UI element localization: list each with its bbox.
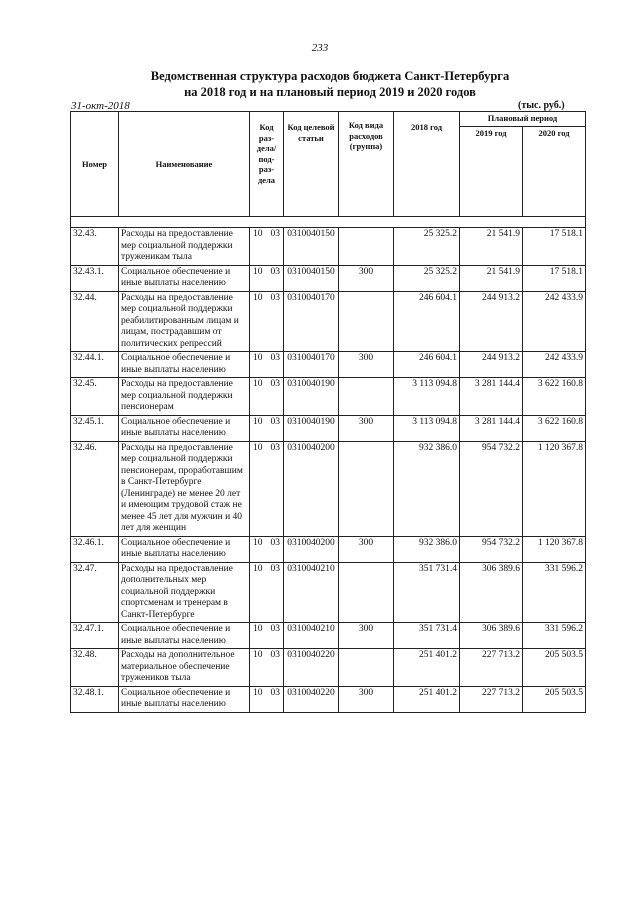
header-name: Наименование [119, 112, 250, 217]
row-expense-type [339, 562, 394, 623]
row-target-code: 0310040210 [284, 623, 339, 649]
row-target-code: 0310040200 [284, 441, 339, 536]
row-name: Социальное обеспечение и иные выплаты населению [119, 623, 250, 649]
header-gap-row [71, 217, 586, 228]
subsection-code: 03 [270, 229, 280, 239]
row-section-code [250, 291, 284, 352]
row-value-2020: 17 518.1 [523, 228, 586, 266]
subsection-code: 03 [270, 353, 280, 363]
table-row [71, 536, 586, 562]
row-target-code: 0310040210 [284, 562, 339, 623]
row-name: Социальное обеспечение и иные выплаты населению [119, 352, 250, 378]
row-name: Расходы на предоставление дополнительных мер социальной поддержки спортсменам и тренерам в Санкт-Петербурге [119, 562, 250, 623]
row-value-2019: 21 541.9 [460, 265, 523, 291]
row-value-2019: 954 732.2 [460, 536, 523, 562]
row-number: 32.43.1. [71, 265, 119, 291]
row-target-code: 0310040190 [284, 378, 339, 416]
row-number: 32.46.1. [71, 536, 119, 562]
table-row [71, 441, 586, 536]
row-value-2018: 251 401.2 [394, 649, 460, 687]
title-line-2: на 2018 год и на плановый период 2019 и 2020 годов [184, 85, 476, 99]
row-number: 32.48. [71, 649, 119, 687]
row-value-2018: 3 113 094.8 [394, 378, 460, 416]
row-value-2020: 3 622 160.8 [523, 378, 586, 416]
row-expense-type [339, 441, 394, 536]
row-value-2019: 3 281 144.4 [460, 415, 523, 441]
row-section-code [250, 415, 284, 441]
row-target-code: 0310040170 [284, 291, 339, 352]
row-section-code [250, 686, 284, 712]
row-value-2019: 306 389.6 [460, 623, 523, 649]
section-code: 10 [253, 563, 263, 574]
row-number: 32.46. [71, 441, 119, 536]
row-section-code [250, 228, 284, 266]
row-value-2018: 3 113 094.8 [394, 415, 460, 441]
row-section-code [250, 536, 284, 562]
row-number: 32.44. [71, 291, 119, 352]
row-name: Социальное обеспечение и иные выплаты населению [119, 265, 250, 291]
document-title [60, 68, 600, 100]
row-value-2018: 932 386.0 [394, 536, 460, 562]
section-code: 10 [253, 379, 263, 389]
row-section-code [250, 441, 284, 536]
units-label: (тыс. руб.) [518, 100, 565, 111]
title-line-1: Ведомственная структура расходов бюджета Санкт-Петербурга [150, 69, 510, 83]
row-number: 32.47. [71, 562, 119, 623]
row-expense-type: 300 [339, 623, 394, 649]
row-value-2018: 25 325.2 [394, 265, 460, 291]
header-section-code: Код раз-дела/ под-раз-дела [250, 112, 284, 217]
row-value-2020: 1 120 367.8 [523, 536, 586, 562]
section-code: 10 [253, 442, 263, 453]
header-planned-period: Плановый период [460, 112, 586, 127]
row-value-2019: 227 713.2 [460, 686, 523, 712]
section-code: 10 [253, 650, 263, 660]
subsection-code: 03 [270, 442, 280, 453]
row-value-2019: 306 389.6 [460, 562, 523, 623]
row-expense-type: 300 [339, 686, 394, 712]
row-value-2019: 227 713.2 [460, 649, 523, 687]
subsection-code: 03 [270, 537, 280, 548]
row-name: Расходы на дополнительное материальное обеспечение тружеников тыла [119, 649, 250, 687]
header-target-code: Код целевой статьи [284, 112, 339, 217]
subsection-code: 03 [270, 266, 280, 277]
row-number: 32.47.1. [71, 623, 119, 649]
subsection-code: 03 [270, 292, 280, 303]
row-number: 32.44.1. [71, 352, 119, 378]
subsection-code: 03 [270, 416, 280, 427]
row-value-2018: 251 401.2 [394, 686, 460, 712]
budget-table [70, 111, 586, 713]
row-expense-type: 300 [339, 415, 394, 441]
row-value-2020: 3 622 160.8 [523, 415, 586, 441]
row-section-code [250, 378, 284, 416]
row-name: Социальное обеспечение и иные выплаты населению [119, 686, 250, 712]
row-expense-type: 300 [339, 352, 394, 378]
row-value-2018: 25 325.2 [394, 228, 460, 266]
row-name: Социальное обеспечение и иные выплаты населению [119, 536, 250, 562]
subsection-code: 03 [270, 650, 280, 660]
table-body [71, 217, 586, 713]
row-target-code: 0310040170 [284, 352, 339, 378]
subsection-code: 03 [270, 687, 280, 698]
table-row [71, 649, 586, 687]
row-value-2020: 331 596.2 [523, 562, 586, 623]
header-2019: 2019 год [460, 127, 523, 217]
row-expense-type: 300 [339, 536, 394, 562]
table-row [71, 291, 586, 352]
section-code: 10 [253, 537, 263, 548]
row-section-code [250, 623, 284, 649]
row-section-code [250, 352, 284, 378]
subsection-code: 03 [270, 379, 280, 389]
row-section-code [250, 265, 284, 291]
row-target-code: 0310040190 [284, 415, 339, 441]
section-code: 10 [253, 624, 263, 634]
table-row [71, 378, 586, 416]
table-header [71, 112, 586, 217]
row-target-code: 0310040150 [284, 228, 339, 266]
row-expense-type [339, 649, 394, 687]
row-name: Расходы на предоставление мер социальной поддержки труженикам тыла [119, 228, 250, 266]
row-value-2020: 205 503.5 [523, 686, 586, 712]
row-value-2020: 242 433.9 [523, 291, 586, 352]
row-target-code: 0310040200 [284, 536, 339, 562]
row-name: Социальное обеспечение и иные выплаты населению [119, 415, 250, 441]
row-value-2018: 246 604.1 [394, 352, 460, 378]
row-name: Расходы на предоставление мер социальной поддержки пенсионерам [119, 378, 250, 416]
subsection-code: 03 [270, 624, 280, 634]
table-row [71, 228, 586, 266]
header-number: Номер [71, 112, 119, 217]
section-code: 10 [253, 229, 263, 239]
table-row [71, 265, 586, 291]
row-name: Расходы на предоставление мер социальной поддержки пенсионерам, проработавшим в Санкт-Петербурге (Ленинграде) не менее 20 лет и имеющим трудовой стаж не менее 45 лет для мужчин и 40 лет для женщин [119, 441, 250, 536]
row-value-2019: 3 281 144.4 [460, 378, 523, 416]
section-code: 10 [253, 353, 263, 363]
table-row [71, 686, 586, 712]
row-value-2020: 205 503.5 [523, 649, 586, 687]
row-value-2018: 246 604.1 [394, 291, 460, 352]
row-expense-type [339, 378, 394, 416]
row-value-2018: 351 731.4 [394, 623, 460, 649]
row-expense-type [339, 291, 394, 352]
row-value-2018: 351 731.4 [394, 562, 460, 623]
row-section-code [250, 649, 284, 687]
row-value-2020: 17 518.1 [523, 265, 586, 291]
table-row [71, 352, 586, 378]
row-number: 32.48.1. [71, 686, 119, 712]
row-target-code: 0310040150 [284, 265, 339, 291]
row-expense-type: 300 [339, 265, 394, 291]
page-number: 233 [311, 42, 329, 54]
row-value-2019: 244 913.2 [460, 291, 523, 352]
table-row [71, 562, 586, 623]
subsection-code: 03 [270, 563, 280, 574]
row-value-2018: 932 386.0 [394, 441, 460, 536]
header-2020: 2020 год [523, 127, 586, 217]
table-row [71, 415, 586, 441]
section-code: 10 [253, 266, 263, 277]
row-target-code: 0310040220 [284, 649, 339, 687]
row-target-code: 0310040220 [284, 686, 339, 712]
row-expense-type [339, 228, 394, 266]
document-date: 31-окт-2018 [71, 100, 130, 112]
row-number: 32.45.1. [71, 415, 119, 441]
row-value-2019: 954 732.2 [460, 441, 523, 536]
row-value-2020: 331 596.2 [523, 623, 586, 649]
row-section-code [250, 562, 284, 623]
section-code: 10 [253, 687, 263, 698]
row-value-2019: 244 913.2 [460, 352, 523, 378]
table-row [71, 623, 586, 649]
section-code: 10 [253, 416, 263, 427]
row-value-2020: 1 120 367.8 [523, 441, 586, 536]
section-code: 10 [253, 292, 263, 303]
row-number: 32.43. [71, 228, 119, 266]
header-2018: 2018 год [394, 112, 460, 217]
row-value-2020: 242 433.9 [523, 352, 586, 378]
row-value-2019: 21 541.9 [460, 228, 523, 266]
row-number: 32.45. [71, 378, 119, 416]
row-name: Расходы на предоставление мер социальной поддержки реабилитированным лицам и лицам, пострадавшим от политических репрессий [119, 291, 250, 352]
header-expense-type: Код вида расходов (группа) [339, 112, 394, 217]
